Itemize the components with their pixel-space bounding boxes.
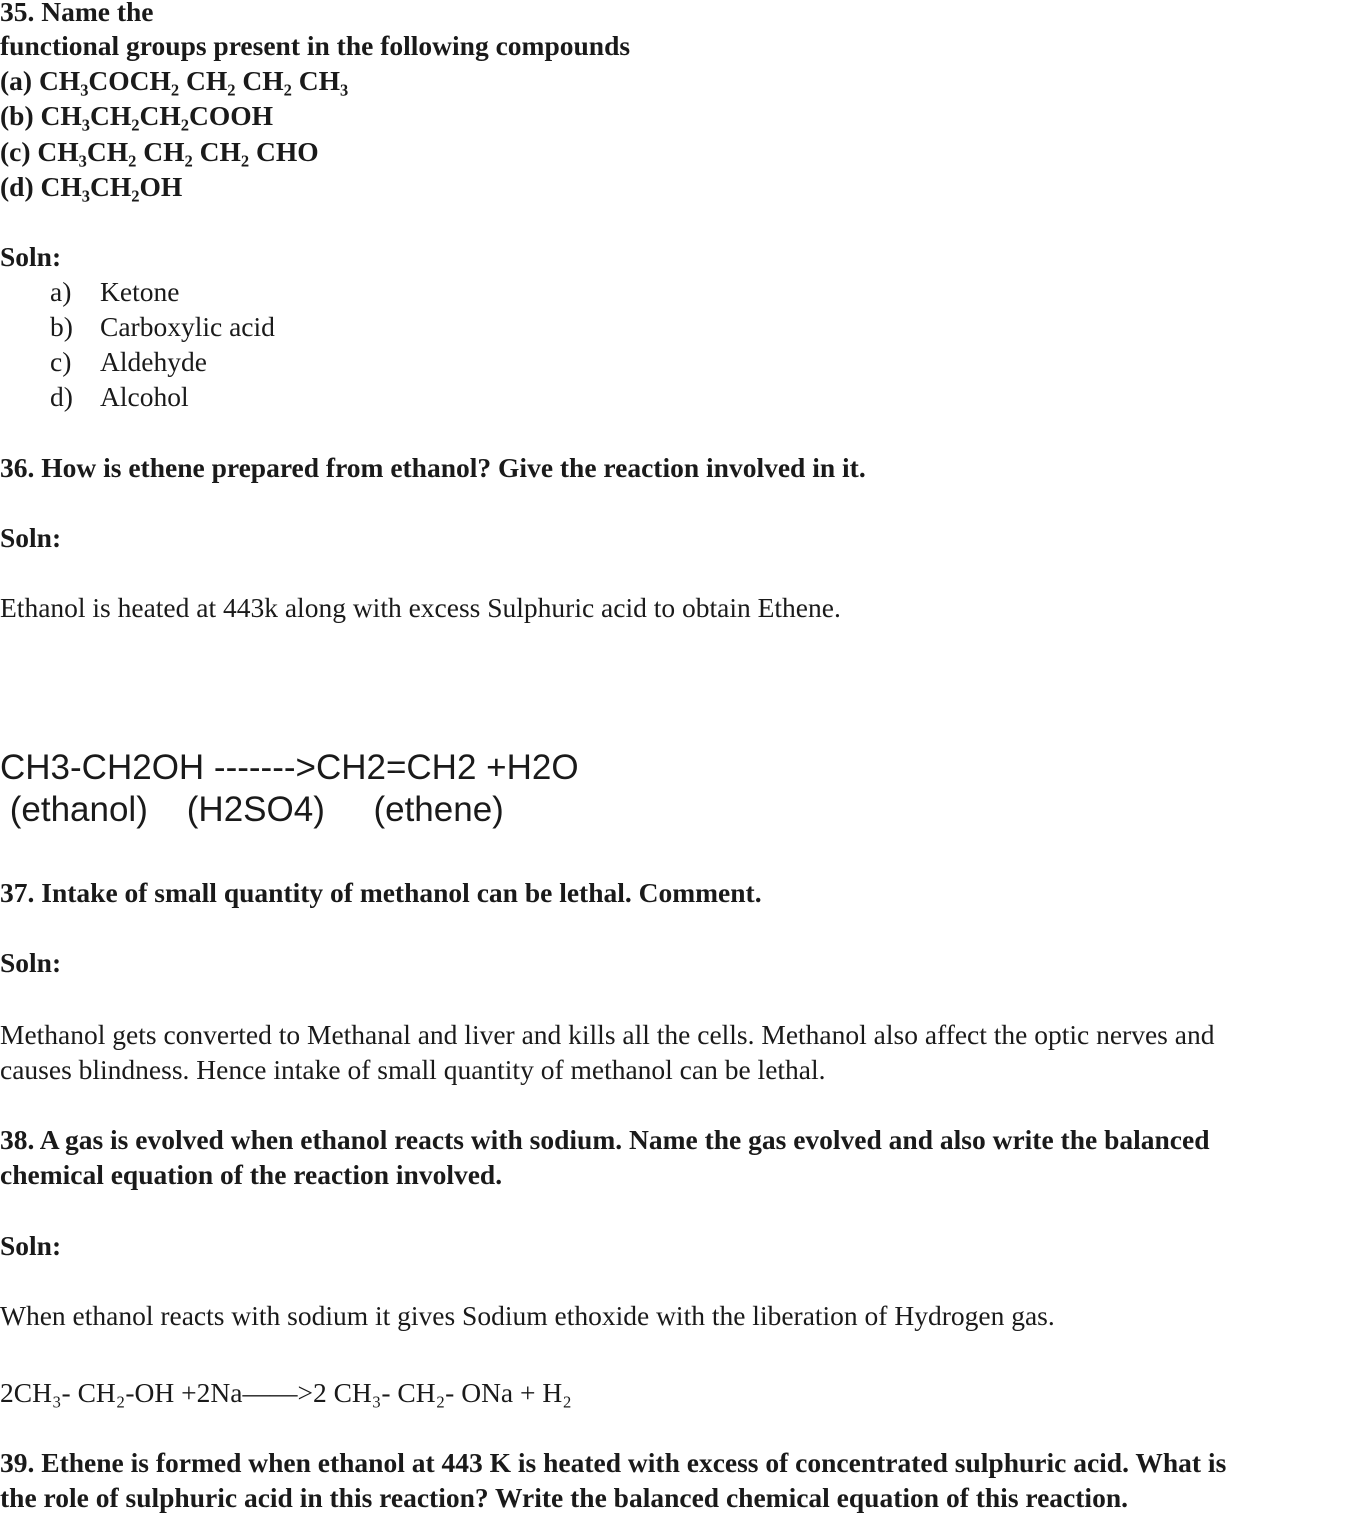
q37-text-line2: causes blindness. Hence intake of small quantity of methanol can be lethal. — [0, 1054, 826, 1085]
q38-soln-label: Soln: — [0, 1230, 62, 1261]
q35-compound-b: (b) CH₃CH₂CH₂COOH — [0, 100, 273, 131]
answer-text: Ketone — [100, 276, 180, 307]
q36-equation: CH3-CH2OH ------->CH2=CH2 +H2O — [0, 748, 579, 787]
q38-equation: 2CH₃- CH₂-OH +2Na——>2 CH₃- CH₂- ONa + H₂ — [0, 1377, 572, 1408]
q36-text: Ethanol is heated at 443k along with excess Sulphuric acid to obtain Ethene. — [0, 592, 841, 623]
answer-label: b) — [50, 311, 73, 342]
q37-text-line1: Methanol gets converted to Methanal and liver and kills all the cells. Methanol also affect the optic nerves and — [0, 1019, 1215, 1050]
q36-title: 36. How is ethene prepared from ethanol? Give the reaction involved in it. — [0, 452, 866, 483]
q35-title-line1: 35. Name the — [0, 0, 154, 27]
q36-equation-labels: (ethanol) (H2SO4) (ethene) — [0, 790, 504, 829]
answer-label: c) — [50, 346, 72, 377]
q35-answer-a — [50, 276, 179, 308]
q38-title-line2: chemical equation of the reaction involved. — [0, 1159, 503, 1190]
q39-title-line2: the role of sulphuric acid in this reaction? Write the balanced chemical equation of this reaction. — [0, 1482, 1128, 1513]
q35-title-line2: functional groups present in the following compounds — [0, 30, 631, 61]
q37-title: 37. Intake of small quantity of methanol can be lethal. Comment. — [0, 877, 762, 908]
q38-text: When ethanol reacts with sodium it gives Sodium ethoxide with the liberation of Hydrogen gas. — [0, 1300, 1055, 1331]
q37-soln-label: Soln: — [0, 947, 62, 978]
answer-label: d) — [50, 381, 73, 412]
q36-soln-label: Soln: — [0, 522, 62, 553]
answer-label: a) — [50, 276, 72, 307]
answer-text: Aldehyde — [100, 346, 207, 377]
q38-title-line1: 38. A gas is evolved when ethanol reacts with sodium. Name the gas evolved and also write the balanced — [0, 1124, 1210, 1155]
q39-title-line1: 39. Ethene is formed when ethanol at 443 K is heated with excess of concentrated sulphuric acid. What is — [0, 1447, 1227, 1478]
q35-compound-d: (d) CH₃CH₂OH — [0, 171, 183, 202]
q35-answer-c — [50, 346, 207, 378]
answer-text: Alcohol — [100, 381, 189, 412]
q35-answer-d — [50, 381, 189, 413]
q35-compound-c: (c) CH₃CH₂ CH₂ CH₂ CHO — [0, 136, 319, 167]
q35-soln-label: Soln: — [0, 241, 62, 272]
q35-compound-a: (a) CH₃COCH₂ CH₂ CH₂ CH₃ — [0, 65, 349, 96]
q35-answer-b — [50, 311, 275, 343]
answer-text: Carboxylic acid — [100, 311, 275, 342]
